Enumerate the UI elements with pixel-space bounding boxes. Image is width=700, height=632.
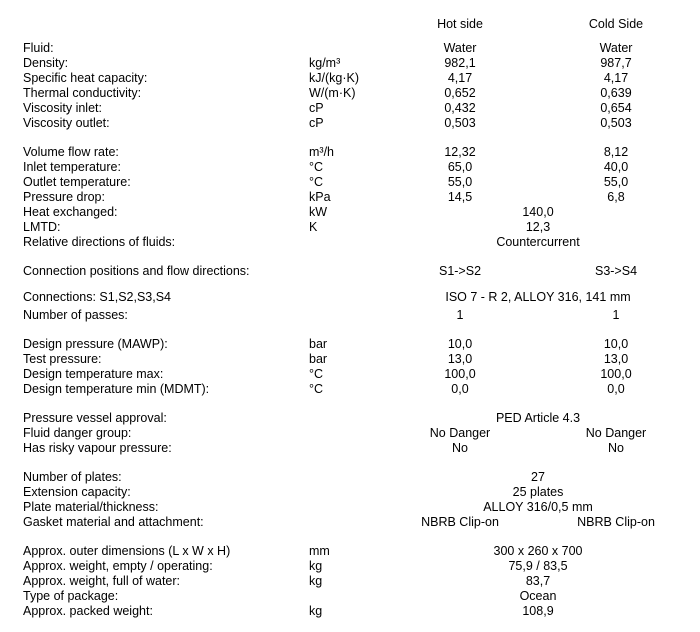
- row-combined-value: ALLOY 316/0,5 mm: [483, 500, 593, 514]
- spec-row: [0, 205, 700, 220]
- row-unit: kg: [309, 604, 323, 618]
- spec-row: [0, 352, 700, 367]
- row-cold-value: No: [608, 441, 624, 455]
- row-hot-value: 12,32: [444, 145, 476, 159]
- spec-row: [0, 604, 700, 619]
- row-combined-value: 75,9 / 83,5: [508, 559, 568, 573]
- row-cold-value: Water: [599, 41, 633, 55]
- spec-row: [0, 160, 700, 175]
- row-label: Pressure vessel approval:: [23, 411, 167, 425]
- spec-row: [0, 337, 700, 352]
- row-label: Extension capacity:: [23, 485, 131, 499]
- row-combined-value: 140,0: [522, 205, 554, 219]
- spec-row: [0, 308, 700, 323]
- spec-row: [0, 485, 700, 500]
- spec-row: [0, 470, 700, 485]
- row-unit: bar: [309, 337, 328, 351]
- row-cold-value: 0,503: [600, 116, 632, 130]
- row-label: Fluid:: [23, 41, 54, 55]
- row-label: Pressure drop:: [23, 190, 105, 204]
- row-hot-value: 13,0: [447, 352, 473, 366]
- row-unit: °C: [309, 160, 324, 174]
- row-combined-value: ISO 7 - R 2, ALLOY 316, 141 mm: [445, 290, 631, 304]
- row-unit: bar: [309, 352, 328, 366]
- row-cold-value: 13,0: [603, 352, 629, 366]
- row-unit: kW: [309, 205, 328, 219]
- spec-row: [0, 290, 700, 305]
- row-unit: kg: [309, 574, 323, 588]
- row-label: Connections: S1,S2,S3,S4: [23, 290, 172, 304]
- row-hot-value: Water: [443, 41, 477, 55]
- row-label: Design temperature max:: [23, 367, 164, 381]
- row-cold-value: No Danger: [585, 426, 647, 440]
- row-cold-value: 10,0: [603, 337, 629, 351]
- row-label: Outlet temperature:: [23, 175, 131, 189]
- row-cold-value: 0,654: [600, 101, 632, 115]
- row-label: Relative directions of fluids:: [23, 235, 176, 249]
- spec-row: [0, 411, 700, 426]
- row-combined-value: 12,3: [525, 220, 551, 234]
- row-cold-value: S3->S4: [594, 264, 638, 278]
- spec-row: [0, 116, 700, 131]
- row-label: Density:: [23, 56, 69, 70]
- row-cold-value: 6,8: [607, 190, 625, 204]
- spec-row: [0, 559, 700, 574]
- row-label: Number of passes:: [23, 308, 128, 322]
- row-label: Approx. weight, full of water:: [23, 574, 181, 588]
- spec-row: [0, 367, 700, 382]
- row-hot-value: No: [452, 441, 468, 455]
- row-hot-value: 14,5: [447, 190, 473, 204]
- row-hot-value: 4,17: [447, 71, 473, 85]
- spec-row: [0, 190, 700, 205]
- row-cold-value: 987,7: [600, 56, 632, 70]
- spec-row: [0, 86, 700, 101]
- row-unit: K: [309, 220, 318, 234]
- row-label: Approx. weight, empty / operating:: [23, 559, 213, 573]
- spec-row: [0, 220, 700, 235]
- row-label: Volume flow rate:: [23, 145, 119, 159]
- spec-row: [0, 544, 700, 559]
- row-cold-value: NBRB Clip-on: [577, 515, 655, 529]
- row-combined-value: 25 plates: [512, 485, 564, 499]
- row-label: Type of package:: [23, 589, 119, 603]
- row-cold-value: 40,0: [603, 160, 629, 174]
- cold-side-header: Cold Side: [588, 17, 644, 31]
- row-label: Specific heat capacity:: [23, 71, 148, 85]
- spec-row: [0, 101, 700, 116]
- row-label: Connection positions and flow directions:: [23, 264, 250, 278]
- row-cold-value: 55,0: [603, 175, 629, 189]
- spec-row: [0, 264, 700, 279]
- row-unit: cP: [309, 101, 324, 115]
- row-unit: mm: [309, 544, 330, 558]
- row-unit: kg: [309, 559, 323, 573]
- row-combined-value: 83,7: [525, 574, 551, 588]
- row-label: Design pressure (MAWP):: [23, 337, 168, 351]
- row-combined-value: PED Article 4.3: [495, 411, 581, 425]
- spec-row: [0, 441, 700, 456]
- row-unit: kPa: [309, 190, 331, 204]
- row-unit: kg/m³: [309, 56, 341, 70]
- row-unit: kJ/(kg·K): [309, 71, 359, 85]
- row-hot-value: 65,0: [447, 160, 473, 174]
- spec-row: [0, 574, 700, 589]
- row-label: Viscosity inlet:: [23, 101, 102, 115]
- row-hot-value: 0,503: [444, 116, 476, 130]
- row-combined-value: 27: [531, 470, 545, 484]
- row-unit: °C: [309, 175, 324, 189]
- row-label: Approx. packed weight:: [23, 604, 153, 618]
- row-cold-value: 1: [612, 308, 620, 322]
- row-label: LMTD:: [23, 220, 61, 234]
- spec-row: [0, 515, 700, 530]
- spec-row: [0, 71, 700, 86]
- row-cold-value: 0,0: [607, 382, 625, 396]
- row-label: Has risky vapour pressure:: [23, 441, 172, 455]
- row-unit: W/(m·K): [309, 86, 356, 100]
- row-hot-value: 0,0: [451, 382, 469, 396]
- spec-row: [0, 426, 700, 441]
- row-hot-value: 0,432: [444, 101, 476, 115]
- row-hot-value: 10,0: [447, 337, 473, 351]
- row-unit: °C: [309, 367, 324, 381]
- spec-row: [0, 500, 700, 515]
- row-label: Viscosity outlet:: [23, 116, 110, 130]
- row-unit: m³/h: [309, 145, 334, 159]
- row-combined-value: Countercurrent: [496, 235, 580, 249]
- row-combined-value: 108,9: [522, 604, 554, 618]
- row-label: Gasket material and attachment:: [23, 515, 204, 529]
- spec-row: [0, 235, 700, 250]
- row-hot-value: NBRB Clip-on: [421, 515, 499, 529]
- row-cold-value: 100,0: [600, 367, 632, 381]
- row-label: Plate material/thickness:: [23, 500, 159, 514]
- spec-row: [0, 56, 700, 71]
- row-label: Design temperature min (MDMT):: [23, 382, 210, 396]
- spec-row: [0, 41, 700, 56]
- row-hot-value: 100,0: [444, 367, 476, 381]
- row-label: Inlet temperature:: [23, 160, 121, 174]
- row-label: Fluid danger group:: [23, 426, 132, 440]
- row-cold-value: 4,17: [603, 71, 629, 85]
- row-combined-value: Ocean: [519, 589, 557, 603]
- spec-row: [0, 589, 700, 604]
- row-cold-value: 8,12: [603, 145, 629, 159]
- row-label: Approx. outer dimensions (L x W x H): [23, 544, 231, 558]
- row-cold-value: 0,639: [600, 86, 632, 100]
- hot-side-header: Hot side: [437, 17, 483, 31]
- row-hot-value: 0,652: [444, 86, 476, 100]
- row-hot-value: 1: [456, 308, 464, 322]
- row-combined-value: 300 x 260 x 700: [493, 544, 583, 558]
- row-hot-value: S1->S2: [438, 264, 482, 278]
- row-hot-value: No Danger: [429, 426, 491, 440]
- row-hot-value: 982,1: [444, 56, 476, 70]
- row-label: Thermal conductivity:: [23, 86, 142, 100]
- spec-row: [0, 145, 700, 160]
- row-unit: cP: [309, 116, 324, 130]
- row-label: Test pressure:: [23, 352, 102, 366]
- row-label: Heat exchanged:: [23, 205, 118, 219]
- row-label: Number of plates:: [23, 470, 122, 484]
- spec-row: [0, 175, 700, 190]
- row-hot-value: 55,0: [447, 175, 473, 189]
- row-unit: °C: [309, 382, 324, 396]
- spec-row: [0, 382, 700, 397]
